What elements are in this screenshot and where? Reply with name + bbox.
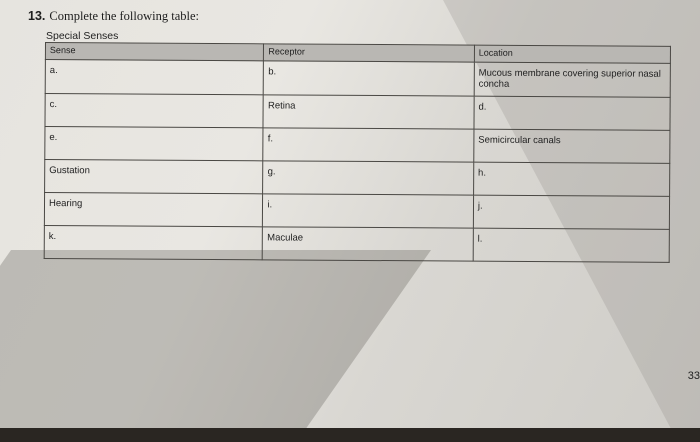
special-senses-table — [44, 42, 671, 263]
table-cell: b. — [264, 61, 475, 96]
table-row — [45, 60, 670, 98]
table-cell: Mucous membrane covering superior nasal concha — [474, 62, 670, 97]
table-row — [45, 127, 670, 164]
column-header: Location — [474, 45, 670, 63]
table-cell: f. — [263, 128, 474, 162]
table-cell: Retina — [263, 95, 474, 129]
table-cell: d. — [474, 96, 670, 130]
table-cell: Gustation — [45, 160, 264, 194]
table-row — [44, 225, 669, 262]
table-cell: i. — [263, 194, 474, 228]
table-cell: h. — [473, 162, 669, 196]
table-cell: g. — [263, 161, 474, 195]
question-title — [28, 9, 199, 24]
table-cell: l. — [473, 228, 669, 262]
table-row — [45, 94, 670, 131]
table-cell: Semicircular canals — [474, 129, 670, 163]
page-number: 33 — [687, 370, 700, 382]
table-cell: Hearing — [44, 193, 263, 227]
table-cell: k. — [44, 225, 263, 259]
table-row — [45, 160, 670, 197]
question-number: 13. — [28, 9, 46, 23]
column-header: Sense — [45, 43, 263, 61]
table-caption: Special Senses — [46, 30, 119, 42]
table-row — [44, 193, 669, 230]
table-cell: j. — [473, 195, 669, 229]
table-cell: a. — [45, 60, 264, 95]
question-text: Complete the following table: — [49, 9, 200, 23]
column-header: Receptor — [264, 44, 475, 62]
table-cell: Maculae — [263, 227, 474, 261]
table-cell: e. — [45, 127, 264, 161]
shadow — [0, 250, 431, 428]
table-cell: c. — [45, 94, 264, 128]
